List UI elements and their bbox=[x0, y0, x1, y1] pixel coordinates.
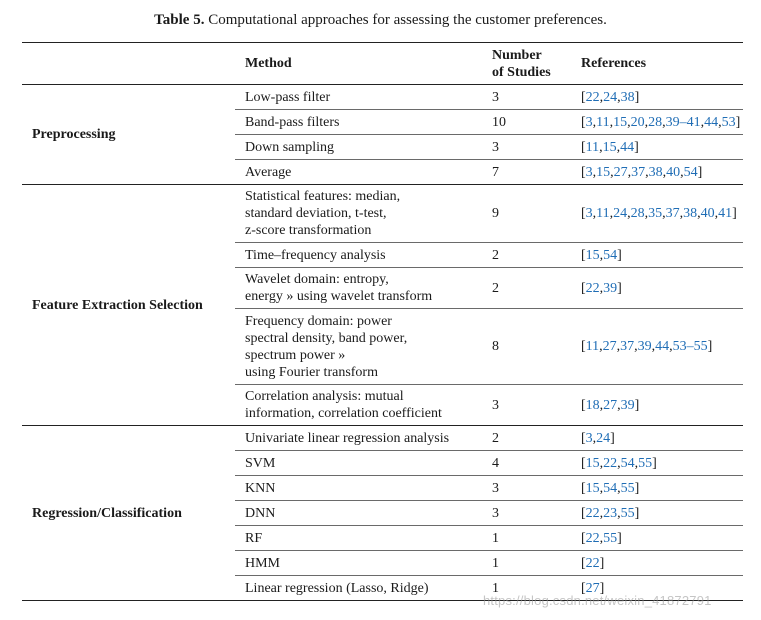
reference-link[interactable]: 53–55 bbox=[672, 339, 708, 354]
references-cell: [3,15,27,37,38,40,54] bbox=[581, 160, 743, 185]
table-header-row bbox=[22, 43, 743, 85]
reference-link[interactable]: 15 bbox=[602, 139, 617, 155]
reference-link[interactable]: 3 bbox=[585, 430, 593, 446]
reference-link[interactable]: 22 bbox=[585, 280, 600, 296]
reference-link[interactable]: 40 bbox=[700, 206, 715, 221]
reference-link[interactable]: 35 bbox=[648, 206, 663, 221]
reference-link[interactable]: 37 bbox=[620, 339, 635, 354]
count-cell: 2 bbox=[492, 426, 581, 451]
reference-link[interactable]: 15 bbox=[585, 480, 600, 496]
count-cell: 9 bbox=[492, 185, 581, 243]
reference-link[interactable]: 24 bbox=[596, 430, 611, 446]
reference-link[interactable]: 22 bbox=[585, 89, 600, 105]
references-cell: [22] bbox=[581, 551, 743, 576]
count-cell: 2 bbox=[492, 243, 581, 268]
method-cell: Univariate linear regression analysis bbox=[235, 426, 492, 451]
count-cell: 3 bbox=[492, 135, 581, 160]
reference-link[interactable]: 39 bbox=[603, 280, 618, 296]
method-cell: Frequency domain: power spectral density, band power, spectrum power » using Fourier transform bbox=[235, 309, 492, 385]
reference-link[interactable]: 54 bbox=[620, 455, 635, 471]
table-caption-label: Table 5. bbox=[154, 12, 205, 28]
references-cell: [22,23,55] bbox=[581, 501, 743, 526]
references-cell: [15,54,55] bbox=[581, 476, 743, 501]
section-feature-extraction-selection bbox=[22, 185, 743, 426]
references-cell: [22,55] bbox=[581, 526, 743, 551]
count-cell: 1 bbox=[492, 576, 581, 601]
reference-link[interactable]: 3 bbox=[585, 206, 593, 221]
reference-link[interactable]: 11 bbox=[585, 139, 600, 155]
references-cell: [3,11,15,20,28,39–41,44,53] bbox=[581, 110, 743, 135]
method-cell: Correlation analysis: mutual information, correlation coefficient bbox=[235, 385, 492, 426]
method-cell: Linear regression (Lasso, Ridge) bbox=[235, 576, 492, 601]
reference-link[interactable]: 28 bbox=[630, 206, 645, 221]
watermark: https://blog.csdn.net/weixin_41872791 bbox=[483, 593, 712, 608]
reference-link[interactable]: 54 bbox=[603, 480, 618, 496]
method-cell: KNN bbox=[235, 476, 492, 501]
reference-link[interactable]: 54 bbox=[683, 164, 698, 180]
section-label: Regression/Classification bbox=[22, 426, 235, 601]
references-cell: [11,15,44] bbox=[581, 135, 743, 160]
count-cell: 3 bbox=[492, 85, 581, 110]
reference-link[interactable]: 27 bbox=[603, 397, 618, 413]
table-row bbox=[22, 185, 743, 243]
method-cell: DNN bbox=[235, 501, 492, 526]
header-method: Method bbox=[235, 43, 492, 85]
reference-link[interactable]: 15 bbox=[596, 164, 611, 180]
reference-link[interactable]: 44 bbox=[620, 139, 635, 155]
reference-link[interactable]: 27 bbox=[613, 164, 628, 180]
method-cell: SVM bbox=[235, 451, 492, 476]
count-cell: 3 bbox=[492, 501, 581, 526]
reference-link[interactable]: 27 bbox=[602, 339, 617, 354]
section-preprocessing bbox=[22, 85, 743, 185]
count-cell: 3 bbox=[492, 385, 581, 426]
count-cell: 1 bbox=[492, 551, 581, 576]
reference-link[interactable]: 37 bbox=[631, 164, 646, 180]
header-references: References bbox=[581, 43, 743, 85]
reference-link[interactable]: 37 bbox=[665, 206, 680, 221]
reference-link[interactable]: 44 bbox=[655, 339, 670, 354]
table-caption-text: Computational approaches for assessing the customer preferences. bbox=[204, 12, 607, 28]
reference-link[interactable]: 28 bbox=[648, 114, 663, 130]
section-regression-classification bbox=[22, 426, 743, 601]
count-cell: 10 bbox=[492, 110, 581, 135]
section-label: Feature Extraction Selection bbox=[22, 185, 235, 426]
reference-link[interactable]: 24 bbox=[613, 206, 628, 221]
references-cell: [22,39] bbox=[581, 268, 743, 309]
count-cell: 3 bbox=[492, 476, 581, 501]
count-cell: 2 bbox=[492, 268, 581, 309]
method-cell: Wavelet domain: entropy, energy » using wavelet transform bbox=[235, 268, 492, 309]
references-cell: [3,11,24,28,35,37,38,40,41] bbox=[581, 185, 743, 243]
reference-link[interactable]: 24 bbox=[603, 89, 618, 105]
reference-link[interactable]: 27 bbox=[585, 580, 600, 596]
reference-link[interactable]: 15 bbox=[585, 247, 600, 263]
method-cell: Low-pass filter bbox=[235, 85, 492, 110]
method-cell: HMM bbox=[235, 551, 492, 576]
method-cell: Statistical features: median, standard deviation, t-test, z-score transformation bbox=[235, 185, 492, 243]
reference-link[interactable]: 39 bbox=[637, 339, 652, 354]
references-cell: [11,27,37,39,44,53–55] bbox=[581, 309, 743, 385]
references-cell: [15,54] bbox=[581, 243, 743, 268]
references-cell: [22,24,38] bbox=[581, 85, 743, 110]
header-count-line2: of Studies bbox=[492, 64, 551, 80]
references-cell: [15,22,54,55] bbox=[581, 451, 743, 476]
reference-link[interactable]: 41 bbox=[718, 206, 733, 221]
reference-link[interactable]: 15 bbox=[585, 455, 600, 471]
header-count bbox=[492, 43, 581, 85]
references-cell: [27] bbox=[581, 576, 743, 601]
reference-link[interactable]: 53 bbox=[721, 114, 736, 130]
section-label: Preprocessing bbox=[22, 85, 235, 185]
table-caption bbox=[0, 11, 761, 29]
reference-link[interactable]: 39 bbox=[620, 397, 635, 413]
reference-link[interactable]: 39–41 bbox=[665, 114, 701, 130]
count-cell: 8 bbox=[492, 309, 581, 385]
references-cell: [3,24] bbox=[581, 426, 743, 451]
header-group-cell bbox=[22, 43, 235, 85]
reference-link[interactable]: 11 bbox=[596, 114, 610, 130]
reference-link[interactable]: 15 bbox=[613, 114, 628, 130]
references-cell: [18,27,39] bbox=[581, 385, 743, 426]
reference-link[interactable]: 22 bbox=[585, 505, 600, 521]
reference-link[interactable]: 55 bbox=[620, 505, 635, 521]
method-cell: Average bbox=[235, 160, 492, 185]
method-cell: Down sampling bbox=[235, 135, 492, 160]
reference-link[interactable]: 40 bbox=[666, 164, 681, 180]
reference-link[interactable]: 11 bbox=[596, 206, 610, 221]
reference-link[interactable]: 3 bbox=[585, 164, 593, 180]
reference-link[interactable]: 11 bbox=[585, 339, 600, 354]
reference-link[interactable]: 3 bbox=[585, 114, 593, 130]
reference-link[interactable]: 55 bbox=[638, 455, 653, 471]
method-cell: Band-pass filters bbox=[235, 110, 492, 135]
reference-link[interactable]: 55 bbox=[620, 480, 635, 496]
methods-table bbox=[22, 42, 743, 601]
count-cell: 4 bbox=[492, 451, 581, 476]
reference-link[interactable]: 22 bbox=[585, 555, 600, 571]
table-row bbox=[22, 426, 743, 451]
reference-link[interactable]: 44 bbox=[704, 114, 719, 130]
table-row bbox=[22, 85, 743, 110]
count-cell: 7 bbox=[492, 160, 581, 185]
method-cell: RF bbox=[235, 526, 492, 551]
reference-link[interactable]: 38 bbox=[683, 206, 698, 221]
reference-link[interactable]: 22 bbox=[603, 455, 618, 471]
reference-link[interactable]: 18 bbox=[585, 397, 600, 413]
reference-link[interactable]: 23 bbox=[603, 505, 618, 521]
reference-link[interactable]: 38 bbox=[620, 89, 635, 105]
method-cell: Time–frequency analysis bbox=[235, 243, 492, 268]
reference-link[interactable]: 22 bbox=[585, 530, 600, 546]
header-count-line1: Number bbox=[492, 47, 542, 63]
count-cell: 1 bbox=[492, 526, 581, 551]
reference-link[interactable]: 55 bbox=[603, 530, 618, 546]
reference-link[interactable]: 20 bbox=[630, 114, 645, 130]
reference-link[interactable]: 38 bbox=[648, 164, 663, 180]
reference-link[interactable]: 54 bbox=[603, 247, 618, 263]
